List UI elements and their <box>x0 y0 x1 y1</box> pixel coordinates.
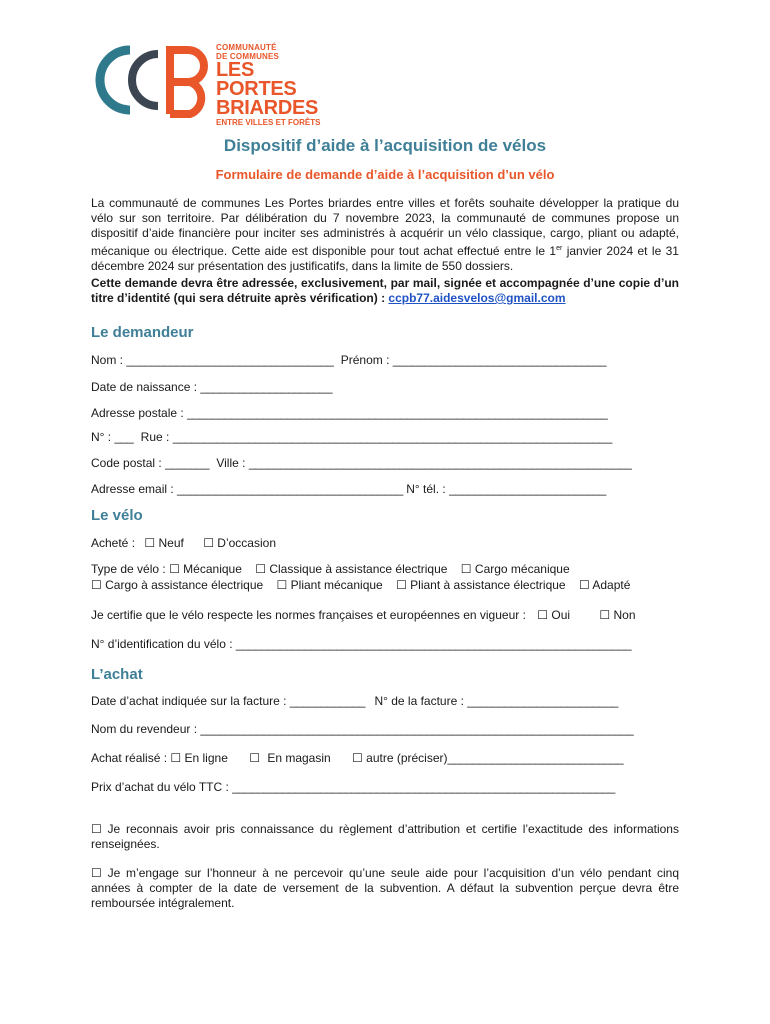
email-label: Adresse email : <box>91 482 174 496</box>
prix-label: Prix d’achat du vélo TTC : <box>91 780 229 794</box>
type-label: Type de vélo : <box>91 562 166 576</box>
document-title: Dispositif d’aide à l’acquisition de vélos <box>223 136 547 155</box>
neuf-label: Neuf <box>158 536 184 550</box>
cargo-meca-label: Cargo mécanique <box>474 562 570 576</box>
en-ligne-label: En ligne <box>184 751 228 765</box>
facture-field[interactable]: ________________________ <box>467 694 618 708</box>
section-velo: Le vélo <box>91 507 143 524</box>
adresse-row <box>91 406 679 420</box>
en-magasin-checkbox[interactable]: ☐ <box>249 751 260 765</box>
document-subtitle: Formulaire de demande d’aide à l’acquisition d’un vélo <box>215 167 555 182</box>
nom-label: Nom : <box>91 353 124 367</box>
ville-label: Ville : <box>216 456 246 470</box>
logo-line4: PORTES <box>216 78 297 100</box>
adresse-field[interactable]: ___________________________________________________________________ <box>187 406 608 420</box>
code-ville-row <box>91 456 679 470</box>
pliant-ae-label: Pliant à assistance électrique <box>410 578 566 592</box>
honneur-paragraph <box>91 866 679 911</box>
autre-checkbox[interactable]: ☐ <box>352 751 363 765</box>
honneur-checkbox[interactable]: ☐ <box>91 866 102 880</box>
rue-label: Rue : <box>140 430 170 444</box>
oui-checkbox[interactable]: ☐ <box>537 608 549 622</box>
classique-ae-label: Classique à assistance électrique <box>269 562 448 576</box>
revendeur-row <box>91 722 679 736</box>
date-facture-row <box>91 694 679 708</box>
revendeur-field[interactable]: _____________________________________________________________________ <box>200 722 634 736</box>
autre-label: autre (préciser) <box>366 751 448 765</box>
logo-line6: ENTRE VILLES ET FORÊTS <box>216 118 321 127</box>
prenom-label: Prénom : <box>340 353 390 367</box>
numero-field[interactable]: ___ <box>114 430 134 444</box>
logo-line1: COMMUNAUTÉ <box>216 43 277 52</box>
intro-paragraph <box>91 196 679 274</box>
reglement-paragraph <box>91 822 679 852</box>
pliant-meca-checkbox[interactable]: ☐ <box>276 578 288 592</box>
pliant-ae-checkbox[interactable]: ☐ <box>396 578 407 592</box>
rue-field[interactable]: ______________________________________________________________________ <box>172 430 612 444</box>
achete-row <box>91 536 679 550</box>
email-field[interactable]: ____________________________________ <box>177 482 403 496</box>
adresse-label: Adresse postale : <box>91 406 184 420</box>
type-row-1 <box>91 562 679 576</box>
code-postal-label: Code postal : <box>91 456 162 470</box>
mecanique-label: Mécanique <box>183 562 242 576</box>
naissance-label: Date de naissance : <box>91 380 198 394</box>
logo-text <box>216 43 320 127</box>
naissance-row <box>91 380 679 394</box>
non-checkbox[interactable]: ☐ <box>599 608 611 622</box>
achete-label: Acheté : <box>91 536 136 550</box>
pliant-meca-label: Pliant mécanique <box>290 578 383 592</box>
intro-text-a: La communauté de communes Les Portes briardes entre villes et forêts souhaite développer la pratique du vélo sur son territoire. Par délibération du 7 novembre 2023, la communauté de communes propose un dispositif d’aide financière pour inciter ses administrés à acquérir un vélo classique, cargo, pliant ou adapté, mécanique ou électrique. Cette aide est disponible pour tout achat effectué entre le 1 <box>91 196 679 258</box>
email-tel-row <box>91 482 679 496</box>
en-ligne-checkbox[interactable]: ☐ <box>170 751 182 765</box>
section-demandeur: Le demandeur <box>91 324 194 341</box>
tel-label: N° tél. : <box>406 482 446 496</box>
certifie-row <box>91 608 679 622</box>
logo-line3: LES <box>216 59 254 81</box>
certifie-label: Je certifie que le vélo respecte les normes françaises et européennes en vigueur : <box>91 608 526 622</box>
en-magasin-label: En magasin <box>267 751 331 765</box>
classique-ae-checkbox[interactable]: ☐ <box>255 562 266 576</box>
prix-row <box>91 780 679 794</box>
reglement-checkbox[interactable]: ☐ <box>91 822 102 836</box>
reglement-text: Je reconnais avoir pris connaissance du règlement d’attribution et certifie l’exactitude des informations renseignées. <box>91 822 679 851</box>
numero-rue-row <box>91 430 679 444</box>
non-label: Non <box>613 608 636 622</box>
identification-row <box>91 637 679 651</box>
oui-label: Oui <box>551 608 571 622</box>
contact-email-link[interactable]: ccpb77.aidesvelos@gmail.com <box>388 291 566 305</box>
date-achat-field[interactable]: ____________ <box>289 694 366 708</box>
cargo-meca-checkbox[interactable]: ☐ <box>460 562 472 576</box>
cargo-ae-checkbox[interactable]: ☐ <box>91 578 102 592</box>
ville-field[interactable]: _____________________________________________________________ <box>248 456 632 470</box>
naissance-field[interactable]: _____________________ <box>200 380 333 394</box>
identification-field[interactable]: _______________________________________________________________ <box>235 637 632 651</box>
nom-field[interactable]: _________________________________ <box>126 353 334 367</box>
cargo-ae-label: Cargo à assistance électrique <box>105 578 264 592</box>
revendeur-label: Nom du revendeur : <box>91 722 198 736</box>
type-row-2 <box>91 578 679 592</box>
facture-label: N° de la facture : <box>374 694 464 708</box>
intro-text-b: janvier 2024 et le 31 décembre 2024 sur présentation des justificatifs, dans la limite de 550 dossiers. <box>91 244 679 273</box>
nom-prenom-row <box>91 353 679 367</box>
logo-line5: BRIARDES <box>216 97 319 119</box>
numero-label: N° : <box>91 430 112 444</box>
honneur-text: Je m’engage sur l’honneur à ne percevoir qu’une seule aide pour l’acquisition d’un vélo pendant cinq années à compter de la date de versement de la subvention. A défaut la subvention perçue devra être remboursée intégralement. <box>91 866 679 910</box>
autre-field[interactable]: ____________________________ <box>447 751 624 765</box>
adapte-checkbox[interactable]: ☐ <box>578 578 590 592</box>
date-achat-label: Date d’achat indiquée sur la facture : <box>91 694 287 708</box>
realise-label: Achat réalisé : <box>91 751 168 765</box>
logo-line2: DE COMMUNES <box>216 52 280 61</box>
section-achat: L’achat <box>91 666 143 683</box>
prix-field[interactable]: _____________________________________________________________ <box>232 780 615 794</box>
notice-text: Cette demande devra être adressée, exclusivement, par mail, signée et accompagnée d’une copie d’un titre d’identité (qui sera détruite après vérification) : <box>91 276 679 305</box>
neuf-checkbox[interactable]: ☐ <box>144 536 156 550</box>
intro-sup: er <box>556 245 563 252</box>
identification-label: N° d’identification du vélo : <box>91 637 233 651</box>
notice-paragraph <box>91 276 679 306</box>
mecanique-checkbox[interactable]: ☐ <box>169 562 180 576</box>
code-postal-field[interactable]: _______ <box>165 456 209 470</box>
occasion-label: D’occasion <box>217 536 276 550</box>
prenom-field[interactable]: __________________________________ <box>392 353 607 367</box>
realise-row <box>91 751 679 765</box>
tel-field[interactable]: _________________________ <box>449 482 606 496</box>
occasion-checkbox[interactable]: ☐ <box>203 536 214 550</box>
adapte-label: Adapté <box>592 578 631 592</box>
